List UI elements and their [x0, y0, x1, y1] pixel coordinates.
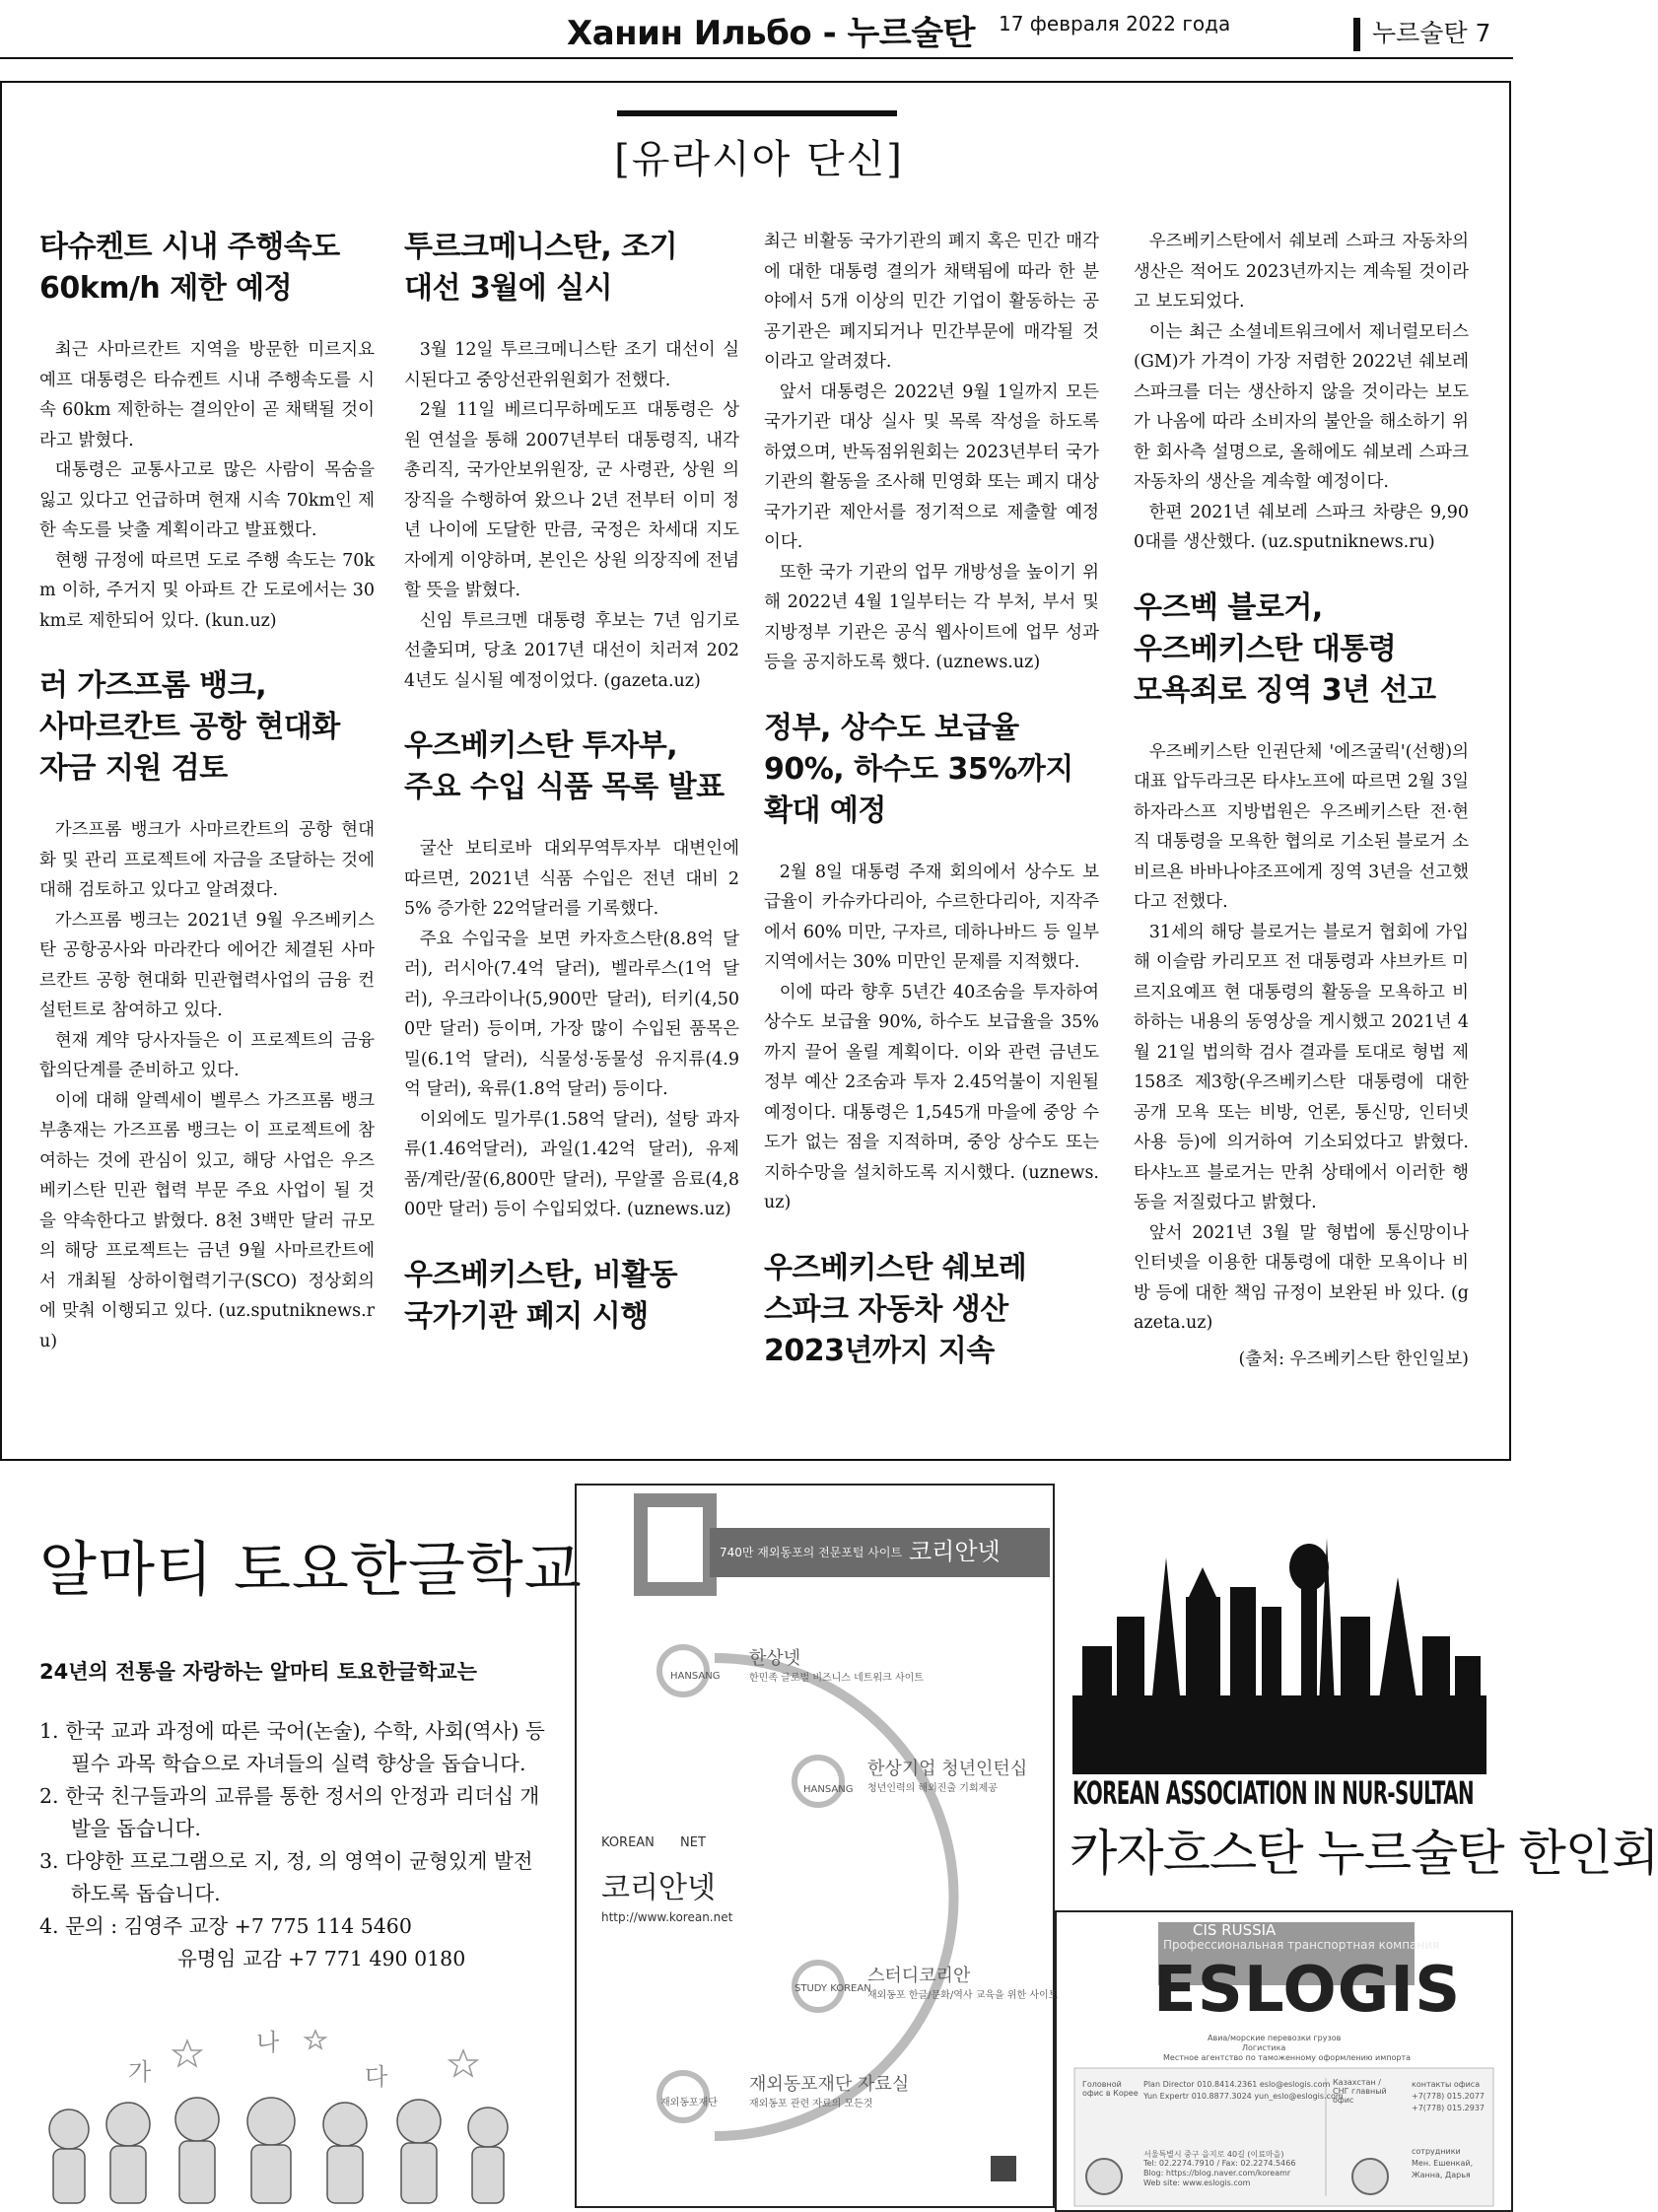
article-headline: 우즈베키스탄 투자부, 주요 수입 식품 목록 발표 [404, 728, 725, 804]
article-headline: 투르크메니스탄, 조기 대선 3월에 실시 [404, 230, 678, 306]
letter-na: 나 [256, 2029, 280, 2056]
article-paragraph: 가즈프롬 뱅크가 사마르칸트의 공항 현대화 및 관리 프로젝트에 자금을 조달하는 것에 대해 검토하고 있다고 알려졌다. [39, 820, 375, 900]
eslogis-contact-line: контакты офиса [1412, 2080, 1481, 2089]
nur-sultan-skyline [1072, 1498, 1486, 1774]
letter-da: 다 [365, 2063, 388, 2091]
eslogis-address-line: Tel: 02.2274.7910 / Fax: 02.2274.5466 [1143, 2159, 1296, 2168]
article-headline: 정부, 상수도 보급율 90%, 하수도 35%까지 확대 예정 [764, 710, 1073, 828]
article-paragraph: 앞서 2021년 3월 말 형법에 통신망이나 인터넷을 이용한 대통령에 대한 모욕이나 비방 등에 대한 책임 규정이 보완된 바 있다. (gazeta.uz) [1134, 1222, 1469, 1333]
article-paragraph: 가스프롬 벵크는 2021년 9월 우즈베키스탄 공항공사와 마라칸다 에어간 체결된 사마르칸트 공항 현대화 민관협력사업의 금융 컨설턴트로 참여하고 있다. [39, 910, 375, 1020]
badge-label: STUDY KOREAN [794, 1983, 871, 1994]
article-headline: 우즈베키스탄, 비활동 국가기관 폐지 시행 [404, 1257, 678, 1334]
eslogis-service: Логистика [1242, 2043, 1286, 2052]
issue-date: 17 февраля 2022 года [999, 12, 1231, 35]
koreanet-arc [715, 1658, 954, 2136]
article-state-agencies-body [764, 227, 1099, 678]
article-paragraph: 대통령은 교통사고로 많은 사람이 목숨을 잃고 있다고 언급하며 현재 시속 70km인 제한 속도를 낮출 계획이라고 발표했다. [39, 460, 375, 540]
article-paragraph: 굴산 보티로바 대외무역투자부 대변인에 따르면, 2021년 식품 수입은 전년 대비 25% 증가한 22억달러를 기록했다. [404, 839, 739, 919]
association-name-en: KOREAN ASSOCIATION IN NUR-SULTAN [1072, 1774, 1474, 1812]
article-spark-body [1134, 227, 1469, 558]
internship-badge [794, 1758, 842, 1805]
article-headline: 러 가즈프롬 뱅크, 사마르칸트 공항 현대화 자금 지원 검토 [39, 668, 340, 786]
eslogis-address-line: 서울특별시 중구 을지로 40길 (이료마을) [1143, 2150, 1284, 2159]
service-title: 재외동포재단 자료실 [749, 2074, 910, 2095]
eslogis-search-icon [1086, 2159, 1122, 2194]
section-title: [유라시아 단신] [614, 137, 904, 182]
article-paragraph: 2월 11일 베르디무하메도프 대통령은 상원 연설을 통해 2007년부터 대통령직, 내각 총리직, 국가안보위원장, 군 사령관, 상원 의장직을 수행하여 왔으나 2년 전부터 이미 정년 나이에 도달한 만큼, 국정은 차세대 지도자에게 이양하며, 본인은 상원 의장직에 전념할 뜻을 밝혔다. [404, 400, 739, 600]
column-2 [404, 227, 739, 1367]
article-paragraph: 한편 2021년 쉐보레 스파크 차량은 9,900대를 생산했다. (uz.sputniknews.ru) [1134, 502, 1469, 552]
service-title: 한상넷 [749, 1648, 801, 1669]
school-ad-item: 1. 한국 교과 과정에 따른 국어(논술), 수학, 사회(역사) 등 필수 과목 학습으로 자녀들의 실력 향상을 돕습니다. [39, 1719, 545, 1775]
school-ad-item: 4. 문의 : 김영주 교장 +7 775 114 5460 [39, 1914, 412, 1938]
page-marker-bar [1353, 18, 1360, 51]
article-paragraph: 3월 12일 투르크메니스탄 조기 대선이 실시된다고 중앙선관위원회가 전했다. [404, 340, 739, 390]
school-ad-item: 2. 한국 친구들과의 교류를 통한 정서의 안정과 리더십 개발을 돕습니다. [39, 1784, 540, 1840]
eslogis-address-line: сотрудники [1412, 2147, 1461, 2156]
newspaper-title: Ханин Ильбо - 누르술탄 [567, 14, 975, 53]
article-paragraph: 최근 사마르칸트 지역을 방문한 미르지요예프 대통령은 타슈켄트 시내 주행속도를 시속 60km 제한하는 결의안이 곧 채택될 것이라고 밝혔다. [39, 340, 375, 450]
eslogis-search-icon [1352, 2159, 1388, 2194]
article-paragraph: 주요 수입국을 보면 카자흐스탄(8.8억 달러), 러시아(7.4억 달러), 벨라루스(1억 달러), 우크라이나(5,900만 달러), 터키(4,500만 달러) 등이며, 가장 많이 수입된 품목은 밀(6.1억 달러), 식물성·동물성 유지류(4.9억 달러), 육류(1.8억 달러) 등이다. [404, 929, 739, 1099]
koreanet-url: http://www.korean.net [601, 1910, 733, 1924]
article-paragraph: 31세의 해당 블로거는 블로거 협회에 가입해 이슬람 카리모프 전 대통령과 샤브카트 미르지요예프 현 대통령의 활동을 모욕하고 비하하는 내용의 동영상을 게시했고 2021년 4월 21일 법의학 검사 결과를 토대로 형법 제158조 제3항(우즈베키스탄 대통령에 대한 공개 모욕 또는 비방, 언론, 통신망, 인터넷 사용 등)에 의거하여 기소되었다고 밝혔다. 타샤노프 블로거는 만취 상태에서 이러한 행동을 저질렀다고 밝혔다. [1134, 922, 1469, 1212]
badge-label: 재외동포재단 [660, 2098, 718, 2108]
article-source-credit: (출처: 우즈베키스탄 한인일보) [1238, 1348, 1469, 1369]
koreanet-logo-ko: 코리안넷 [601, 1871, 716, 1905]
eslogis-contact-line: +7(778) 015.2937 [1412, 2104, 1485, 2112]
star-decorations [173, 2031, 477, 2076]
school-ad-list [39, 1715, 552, 1975]
service-subtitle: 재외동포 관련 자료의 모든것 [749, 2099, 873, 2109]
service-title: 한상기업 청년인턴십 [867, 1759, 1028, 1779]
article-paragraph: 이에 대해 알렉세이 벨루스 가즈프롬 뱅크 부총재는 가즈프롬 뱅크는 이 프로젝트에 참여하는 것에 관심이 있고, 해당 사업은 우즈베키스탄 민관 협력 부문 주요 사업이 될 것을 약속한다고 밝혔다. 8천 3백만 달러 규모의 해당 프로젝트는 금년 9월 사마르칸트에서 개최될 상하이협력기구(SCO) 정상회의에 맞춰 이행되고 있다. (uz.sputniknews.ru) [39, 1090, 375, 1351]
article-blogger-sentence [1134, 588, 1469, 1374]
eslogis-contact-line: Plan Director 010.8414.2361 eslo@eslogis.com [1143, 2080, 1331, 2089]
koreanet-frame-logo [641, 1500, 710, 1589]
article-gazprom-bank [39, 665, 375, 1356]
eslogis-service: Авиа/морские перевозки грузов [1208, 2034, 1342, 2042]
masthead-rule [0, 57, 1513, 59]
association-name-ko: 카자흐스탄 누르술탄 한인회 [1070, 1825, 1658, 1882]
eslogis-korea-office-label: Головной офис в Корее [1082, 2080, 1139, 2098]
article-water-supply [764, 708, 1099, 1218]
article-paragraph: 현재 계약 당사자들은 이 프로젝트의 금융 합의단계를 준비하고 있다. [39, 1030, 375, 1080]
eslogis-contact-line: +7(778) 015.2077 [1412, 2092, 1485, 2101]
badge-label: HANSANG [803, 1784, 854, 1795]
article-paragraph: 최근 비활동 국가기관의 폐지 혹은 민간 매각에 대한 대통령 결의가 채택됨에 따라 한 분야에서 5개 이상의 민간 기업이 활동하는 공공기관은 폐지되거나 민간부문에 매각될 것이라고 알려졌다. [764, 232, 1099, 372]
article-paragraph: 이외에도 밀가루(1.58억 달러), 설탕 과자류(1.46억달러), 과일(1.42억 달러), 유제품/계란/꿀(6,800만 달러), 무알콜 음료(4,800만 달러) 등이 수입되었다. (uznews.uz) [404, 1109, 739, 1219]
article-paragraph: 앞서 대통령은 2022년 9월 1일까지 모든 국가기관 대상 실사 및 목록 작성을 하도록 하였으며, 반독점위원회는 2023년부터 국가기관의 활동을 조사해 민영화 또는 폐지 대상 국가기관 제안서를 정기적으로 제출할 예정이다. [764, 381, 1099, 552]
article-spark-headline [764, 1248, 1099, 1372]
badge-label: HANSANG [670, 1671, 721, 1682]
article-paragraph: 2월 8일 대통령 주재 회의에서 상수도 보급율이 카슈카다리아, 수르한다리아, 지작주에서 60% 미만, 구자르, 데하나바드 등 일부 지역에서는 30% 미만인 문제를 지적했다. [764, 862, 1099, 972]
article-paragraph: 우즈베키스탄에서 쉐보레 스파크 자동차의 생산은 적어도 2023년까지는 계속될 것이라고 보도되었다. [1134, 232, 1469, 311]
koreanet-logo-right: NET [680, 1835, 706, 1850]
article-paragraph: 현행 규정에 따르면 도로 주행 속도는 70km 이하, 주거지 및 아파트 간 도로에서는 30km로 제한되어 있다. (kun.uz) [39, 550, 375, 631]
column-4 [1134, 227, 1469, 1404]
eslogis-address-line: Жанна, Дарья [1412, 2171, 1471, 2179]
article-paragraph: 이에 따라 향후 5년간 40조숨을 투자하여 상수도 보급율 90%, 하수도 보급율을 35%까지 끌어 올릴 계획이다. 이와 관련 금년도 정부 예산 2조숨과 투자 2.45억불이 지원될 예정이다. 대통령은 1,545개 마을에 중앙 수도가 없는 점을 지적하며, 중앙 상수도 또는 지하수망을 설치하도록 지시했다. (uznews.uz) [764, 982, 1099, 1212]
column-3 [764, 227, 1099, 1402]
article-tashkent-speed [39, 227, 375, 636]
article-food-imports [404, 726, 739, 1225]
children-figures [49, 2098, 508, 2203]
koreanet-name: 코리안넷 [909, 1538, 1001, 1565]
service-subtitle: 한민족 글로벌 비즈니스 네트워크 사이트 [749, 1673, 924, 1684]
school-ad-contact: 유명임 교감 +7 771 490 0180 [177, 1947, 466, 1970]
qr-code [991, 2156, 1016, 2181]
koreanet-tagline: 740만 재외동포의 전문포털 사이트 [720, 1546, 903, 1559]
children-illustration [39, 2011, 552, 2208]
article-paragraph: 우즈베키스탄 인권단체 '에즈굴릭'(선행)의 대표 압두라크몬 타샤노프에 따르면 2월 3일 하자라스프 지방법원은 우즈베키스탄 전·현직 대통령을 모욕한 협의로 기소된 블로거 소비르욘 바바나야조프에게 징역 3년을 선고했다고 전했다. [1134, 741, 1469, 912]
page-number: 누르술탄 7 [1372, 19, 1491, 47]
eslogis-address-line: Web site: www.eslogis.com [1143, 2178, 1251, 2187]
school-ad-intro: 24년의 전통을 자랑하는 알마티 토요한글학교는 [39, 1660, 477, 1684]
letter-ga: 가 [128, 2058, 152, 2086]
article-paragraph: 이는 최근 소셜네트워크에서 제너럴모터스(GM)가 가격이 가장 저렴한 2022년 쉐보레 스파크를 더는 생산하지 않을 것이라는 보도가 나옴에 따라 소비자의 불안을 해소하기 위한 회사측 설명으로, 올해에도 쉐보레 스파크 자동차의 생산을 계속할 예정이다. [1134, 321, 1469, 492]
service-subtitle: 재외동포 한글/문화/역사 교육을 위한 사이트 [867, 1990, 1059, 2001]
article-paragraph: 또한 국가 기관의 업무 개방성을 높이기 위해 2022년 4월 1일부터는 각 부처, 부서 및 지방정부 기관은 공식 웹사이트에 업무 성과 등을 공지하도록 했다. (uznews.uz) [764, 562, 1099, 672]
article-turkmenistan-election [404, 227, 739, 696]
eslogis-cis-label: CIS RUSSIA [1193, 1921, 1277, 1939]
article-headline: 타슈켄트 시내 주행속도 60km/h 제한 예정 [39, 230, 340, 306]
section-title-bar [617, 110, 897, 116]
service-title: 스터디코리안 [867, 1966, 971, 1986]
article-paragraph: 신임 투르크멘 대통령 후보는 7년 임기로 선출되며, 당초 2017년 대선이 치러져 2024년도 실시될 예정이었다. (gazeta.uz) [404, 610, 739, 691]
eslogis-address-line: Blog: https://blog.naver.com/koreamr [1143, 2169, 1291, 2177]
eslogis-address-line: Мен. Ешенкай, [1412, 2159, 1474, 2168]
eslogis-contact-line: Yun Expertr 010.8877.3024 yun_eslo@eslogis.com [1143, 2092, 1344, 2101]
eslogis-tagline: Профессиональная транспортная компания [1163, 1938, 1440, 1952]
article-state-agencies-headline [404, 1255, 739, 1338]
article-headline: 우즈베키스탄 쉐보레 스파크 자동차 생산 2023년까지 지속 [764, 1250, 1027, 1368]
eslogis-kz-office-label: Казахстан / СНГ главный офис [1333, 2078, 1387, 2105]
school-ad-title: 알마티 토요한글학교 [39, 1536, 583, 1605]
column-1 [39, 227, 375, 1386]
eslogis-service: Местное агентство по таможенному оформлению импорта [1163, 2053, 1412, 2062]
article-headline: 우즈벡 블로거, 우즈베키스탄 대통령 모욕죄로 징역 3년 선고 [1134, 589, 1436, 708]
service-subtitle: 청년인력의 해외진출 기회제공 [867, 1783, 998, 1794]
school-ad-item: 3. 다양한 프로그램으로 지, 정, 의 영역이 균형있게 발전하도록 돕습니다. [39, 1849, 533, 1905]
koreanet-logo-left: KOREAN [601, 1835, 655, 1850]
eslogis-logo: ESLOGIS [1153, 1954, 1462, 2027]
